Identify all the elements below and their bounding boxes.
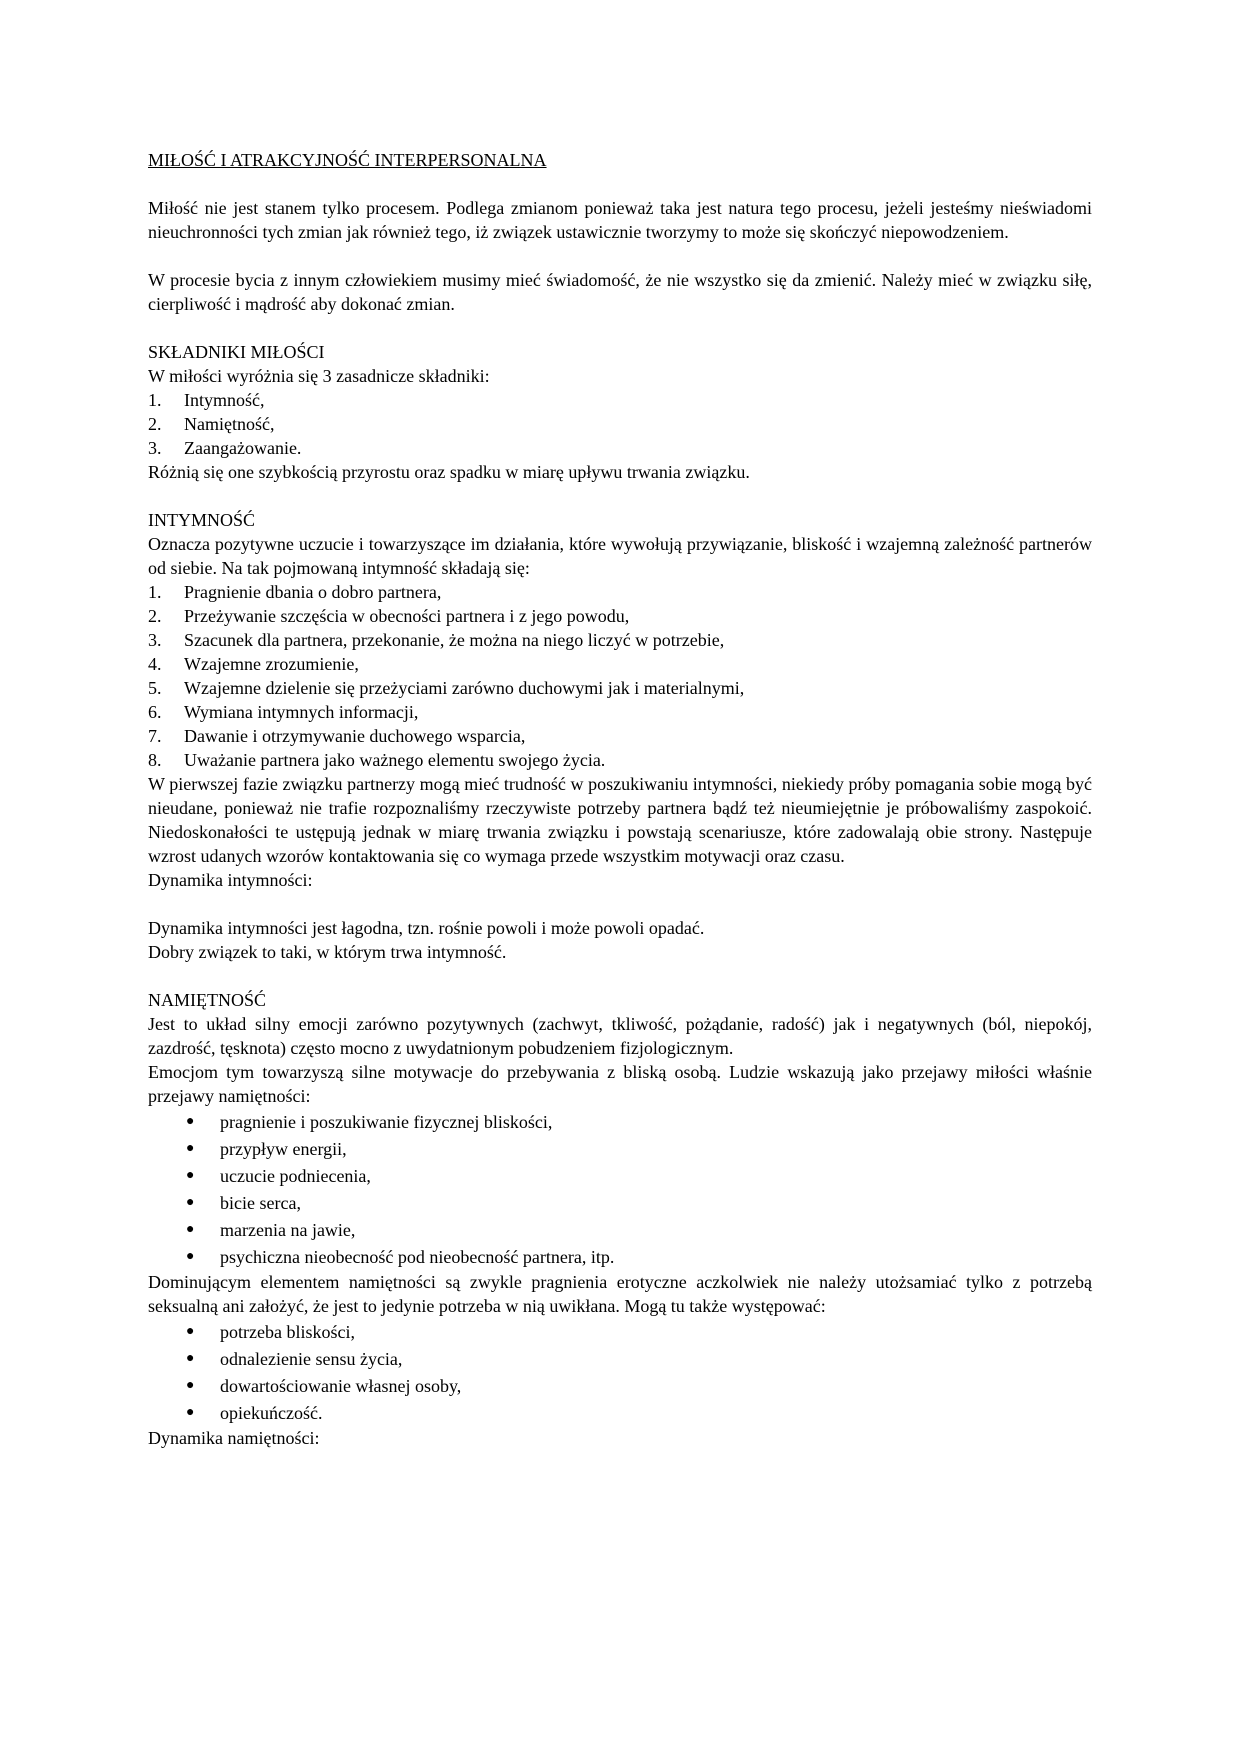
list-item	[148, 676, 1092, 700]
item-text: Wzajemne zrozumienie,	[184, 654, 359, 674]
skladniki-closing: Różnią się one szybkością przyrostu oraz spadku w miarę upływu trwania związku.	[148, 462, 750, 482]
list-item	[148, 1162, 1092, 1189]
bullet-icon: ●	[186, 1350, 195, 1366]
bullet-icon: ●	[186, 1194, 195, 1210]
item-number: 5.	[148, 678, 162, 698]
section-heading-namietnosc: NAMIĘTNOŚĆ	[148, 990, 267, 1010]
bullet-icon: ●	[186, 1404, 195, 1420]
list-item	[148, 628, 1092, 652]
item-text: Pragnienie dbania o dobro partnera,	[184, 582, 442, 602]
section-heading-intymnosc: INTYMNOŚĆ	[148, 510, 256, 530]
namietnosc-dynamics-label: Dynamika namiętności:	[148, 1428, 320, 1448]
item-text: Uważanie partnera jako ważnego elementu swojego życia.	[184, 750, 606, 770]
intymnosc-lead: Oznacza pozytywne uczucie i towarzyszące im działania, które wywołują przywiązanie, bliskość i wzajemną zależność partnerów od siebie. Na tak pojmowaną intymność składają się:	[148, 534, 1092, 578]
intro-paragraph-1: Miłość nie jest stanem tylko procesem. Podlega zmianom ponieważ taka jest natura tego procesu, jeżeli jesteśmy nieświadomi nieuchronności tych zmian jak również tego, iż związek ustawicznie tworzymy to może się skończyć niepowodzeniem.	[148, 198, 1092, 242]
item-number: 7.	[148, 726, 162, 746]
item-text: Wymiana intymnych informacji,	[184, 702, 419, 722]
list-item	[148, 1216, 1092, 1243]
item-text: Dawanie i otrzymywanie duchowego wsparcia,	[184, 726, 526, 746]
list-item	[148, 1345, 1092, 1372]
namietnosc-lead-1: Jest to układ silny emocji zarówno pozytywnych (zachwyt, tkliwość, pożądanie, radość) jak i negatywnych (ból, niepokój, zazdrość, tęsknota) często mocno z uwydatnionym pobudzeniem fizjologicznym.	[148, 1014, 1092, 1058]
list-item	[148, 412, 1092, 436]
item-number: 1.	[148, 582, 162, 602]
list-item	[148, 1108, 1092, 1135]
list-item	[148, 388, 1092, 412]
item-number: 2.	[148, 414, 162, 434]
bullet-icon: ●	[186, 1140, 195, 1156]
item-text: potrzeba bliskości,	[220, 1321, 355, 1342]
item-text: odnalezienie sensu życia,	[220, 1348, 403, 1369]
list-item	[148, 1243, 1092, 1270]
namietnosc-paragraph: Dominującym elementem namiętności są zwykle pragnienia erotyczne aczkolwiek nie należy utożsamiać tylko z potrzebą seksualną ani założyć, że jest to jedynie potrzeba w nią uwikłana. Mogą tu także występować:	[148, 1272, 1092, 1316]
item-text: Wzajemne dzielenie się przeżyciami zarówno duchowymi jak i materialnymi,	[184, 678, 745, 698]
namietnosc-lead-2: Emocjom tym towarzyszą silne motywacje do przebywania z bliską osobą. Ludzie wskazują jako przejawy miłości właśnie przejawy namiętności:	[148, 1062, 1092, 1106]
item-number: 1.	[148, 390, 162, 410]
list-item	[148, 604, 1092, 628]
list-item	[148, 580, 1092, 604]
item-text: dowartościowanie własnej osoby,	[220, 1375, 462, 1396]
bullet-icon: ●	[186, 1248, 195, 1264]
item-text: Zaangażowanie.	[184, 438, 302, 458]
document-page	[148, 148, 1092, 1450]
item-number: 4.	[148, 654, 162, 674]
namietnosc-bullets-2	[148, 1318, 1092, 1426]
section-heading-skladniki: SKŁADNIKI MIŁOŚCI	[148, 342, 325, 362]
item-text: psychiczna nieobecność pod nieobecność partnera, itp.	[220, 1246, 615, 1267]
list-item	[148, 748, 1092, 772]
list-item	[148, 652, 1092, 676]
list-item	[148, 1372, 1092, 1399]
intymnosc-paragraph: W pierwszej fazie związku partnerzy mogą mieć trudność w poszukiwaniu intymności, niekiedy próby pomagania sobie mogą być nieudane, ponieważ nie trafie rozpoznaliśmy rzeczywiste potrzeby partnera bądź też nieumiejętnie je próbowaliśmy zaspokoić. Niedoskonałości te ustępują jednak w miarę trwania związku i powstają scenariusze, które zadowalają obie strony. Następuje wzrost udanych wzorów kontaktowania się co wymaga przede wszystkim motywacji oraz czasu.	[148, 774, 1092, 866]
intymnosc-dynamics-text-1: Dynamika intymności jest łagodna, tzn. rośnie powoli i może powoli opadać.	[148, 918, 705, 938]
section-namietnosc	[148, 988, 1092, 1450]
list-item	[148, 1189, 1092, 1216]
list-item	[148, 1318, 1092, 1345]
list-item	[148, 436, 1092, 460]
item-text: Namiętność,	[184, 414, 275, 434]
list-item	[148, 1135, 1092, 1162]
item-text: Szacunek dla partnera, przekonanie, że można na niego liczyć w potrzebie,	[184, 630, 725, 650]
item-text: uczucie podniecenia,	[220, 1165, 371, 1186]
item-number: 6.	[148, 702, 162, 722]
item-text: opiekuńczość.	[220, 1402, 323, 1423]
document-title: MIŁOŚĆ I ATRAKCYJNOŚĆ INTERPERSONALNA	[148, 150, 547, 170]
intymnosc-list	[148, 580, 1092, 772]
dynamics-chart-placeholder	[148, 892, 1092, 916]
bullet-icon: ●	[186, 1167, 195, 1183]
bullet-icon: ●	[186, 1113, 195, 1129]
list-item	[148, 700, 1092, 724]
intymnosc-dynamics-label: Dynamika intymności:	[148, 870, 313, 890]
item-text: marzenia na jawie,	[220, 1219, 356, 1240]
item-number: 3.	[148, 630, 162, 650]
section-intymnosc	[148, 508, 1092, 964]
skladniki-list	[148, 388, 1092, 460]
item-text: Intymność,	[184, 390, 265, 410]
item-number: 2.	[148, 606, 162, 626]
bullet-icon: ●	[186, 1221, 195, 1237]
list-item	[148, 724, 1092, 748]
list-item	[148, 1399, 1092, 1426]
item-number: 3.	[148, 438, 162, 458]
skladniki-lead: W miłości wyróżnia się 3 zasadnicze składniki:	[148, 366, 490, 386]
item-number: 8.	[148, 750, 162, 770]
bullet-icon: ●	[186, 1323, 195, 1339]
namietnosc-bullets-1	[148, 1108, 1092, 1270]
item-text: bicie serca,	[220, 1192, 301, 1213]
bullet-icon: ●	[186, 1377, 195, 1393]
section-skladniki	[148, 340, 1092, 484]
item-text: Przeżywanie szczęścia w obecności partnera i z jego powodu,	[184, 606, 630, 626]
intymnosc-dynamics-text-2: Dobry związek to taki, w którym trwa intymność.	[148, 942, 507, 962]
intro-paragraph-2: W procesie bycia z innym człowiekiem musimy mieć świadomość, że nie wszystko się da zmienić. Należy mieć w związku siłę, cierpliwość i mądrość aby dokonać zmian.	[148, 270, 1092, 314]
item-text: pragnienie i poszukiwanie fizycznej bliskości,	[220, 1111, 553, 1132]
item-text: przypływ energii,	[220, 1138, 347, 1159]
